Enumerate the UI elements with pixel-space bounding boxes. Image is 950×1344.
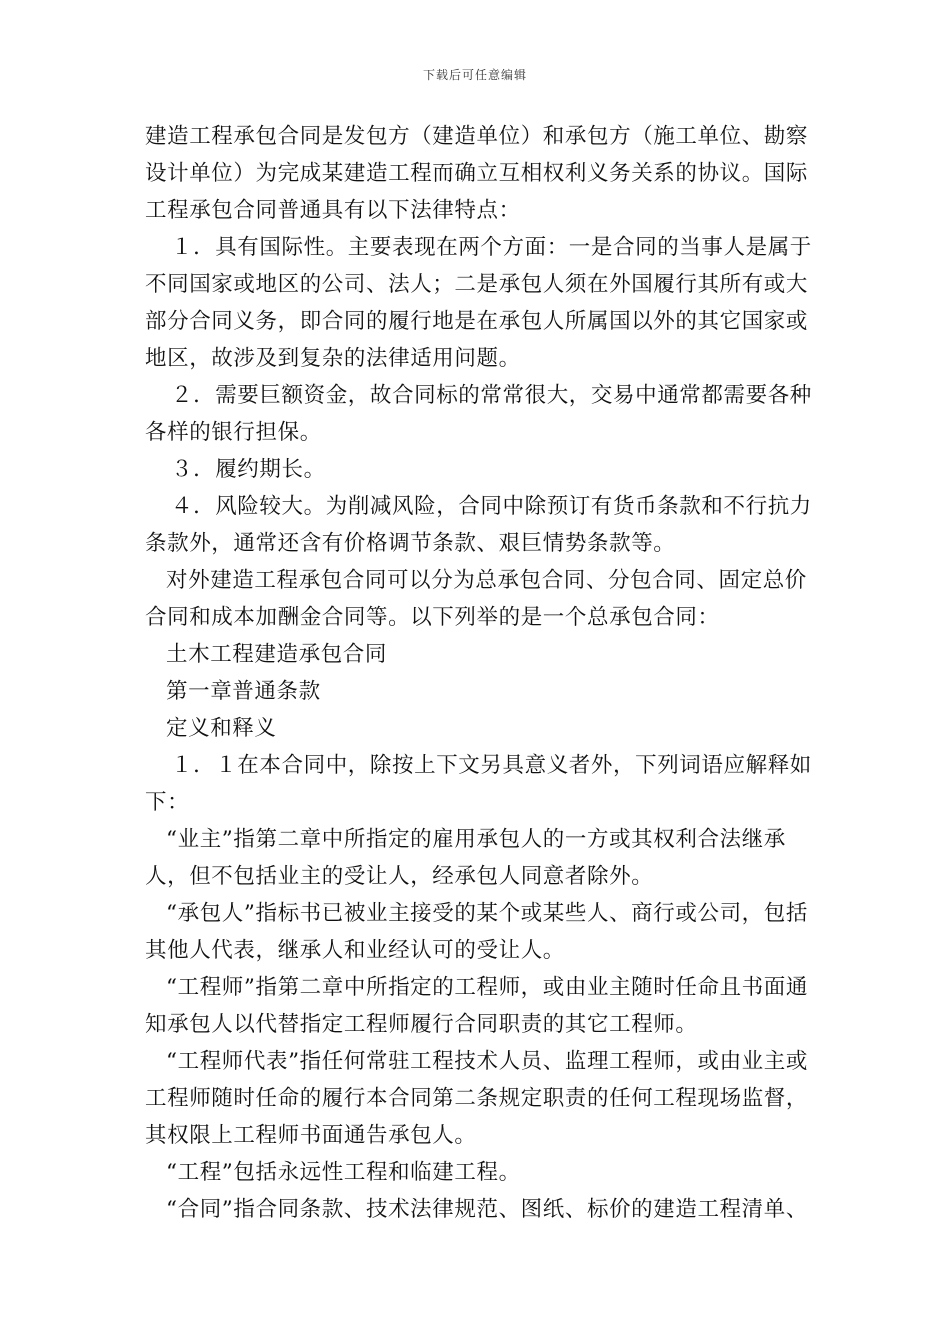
paragraph-item-2: ２．需要巨额资金，故合同标的常常很大，交易中通常都需要各种各样的银行担保。 [145,383,812,445]
document-body [145,118,815,1228]
definition-contract: “合同”指合同条款、技术法律规范、图纸、标价的建造工程清单、 [166,1197,808,1222]
definition-engineer-representative: “工程师代表”指任何常驻工程技术人员、监理工程师，或由业主或工程师随时任命的履行本合同第二条规定职责的任何工程现场监督，其权限上工程师书面通告承包人。 [145,1049,809,1148]
contract-title: 土木工程建造承包合同 [166,642,388,667]
paragraph-item-4: ４．风险较大。为削减风险，合同中除预订有货币条款和不行抗力条款外，通常还含有价格调节条款、艰巨情势条款等。 [145,494,812,556]
chapter-title: 第一章普通条款 [166,679,321,704]
clause-1-1: １．１在本合同中，除按上下文另具意义者外，下列词语应解释如下： [145,753,812,815]
paragraph-item-1: １．具有国际性。主要表现在两个方面：一是合同的当事人是属于不同国家或地区的公司、法人；二是承包人须在外国履行其所有或大部分合同义务，即合同的履行地是在承包人所属国以外的其它国家或地区，故涉及到复杂的法律适用问题。 [145,235,812,371]
paragraph-intro: 建造工程承包合同是发包方（建造单位）和承包方（施工单位、勘察设计单位）为完成某建造工程而确立互相权利义务关系的协议。国际工程承包合同普通具有以下法律特点： [145,124,809,223]
section-title: 定义和释义 [166,716,277,741]
definition-engineer: “工程师”指第二章中所指定的工程师，或由业主随时任命且书面通知承包人以代替指定工程师履行合同职责的其它工程师。 [145,975,808,1037]
definition-owner: “业主”指第二章中所指定的雇用承包人的一方或其权利合法继承人，但不包括业主的受让人，经承包人同意者除外。 [145,827,786,889]
paragraph-contract-types: 对外建造工程承包合同可以分为总承包合同、分包合同、固定总价合同和成本加酬金合同等。以下列举的是一个总承包合同： [145,568,807,630]
paragraph-item-3: ３．履约期长。 [171,457,326,482]
definition-contractor: “承包人”指标书已被业主接受的某个或某些人、商行或公司，包括其他人代表，继承人和业经认可的受让人。 [145,901,808,963]
page-header: 下载后可任意编辑 [422,68,527,82]
definition-works: “工程”包括永远性工程和临建工程。 [166,1160,521,1185]
